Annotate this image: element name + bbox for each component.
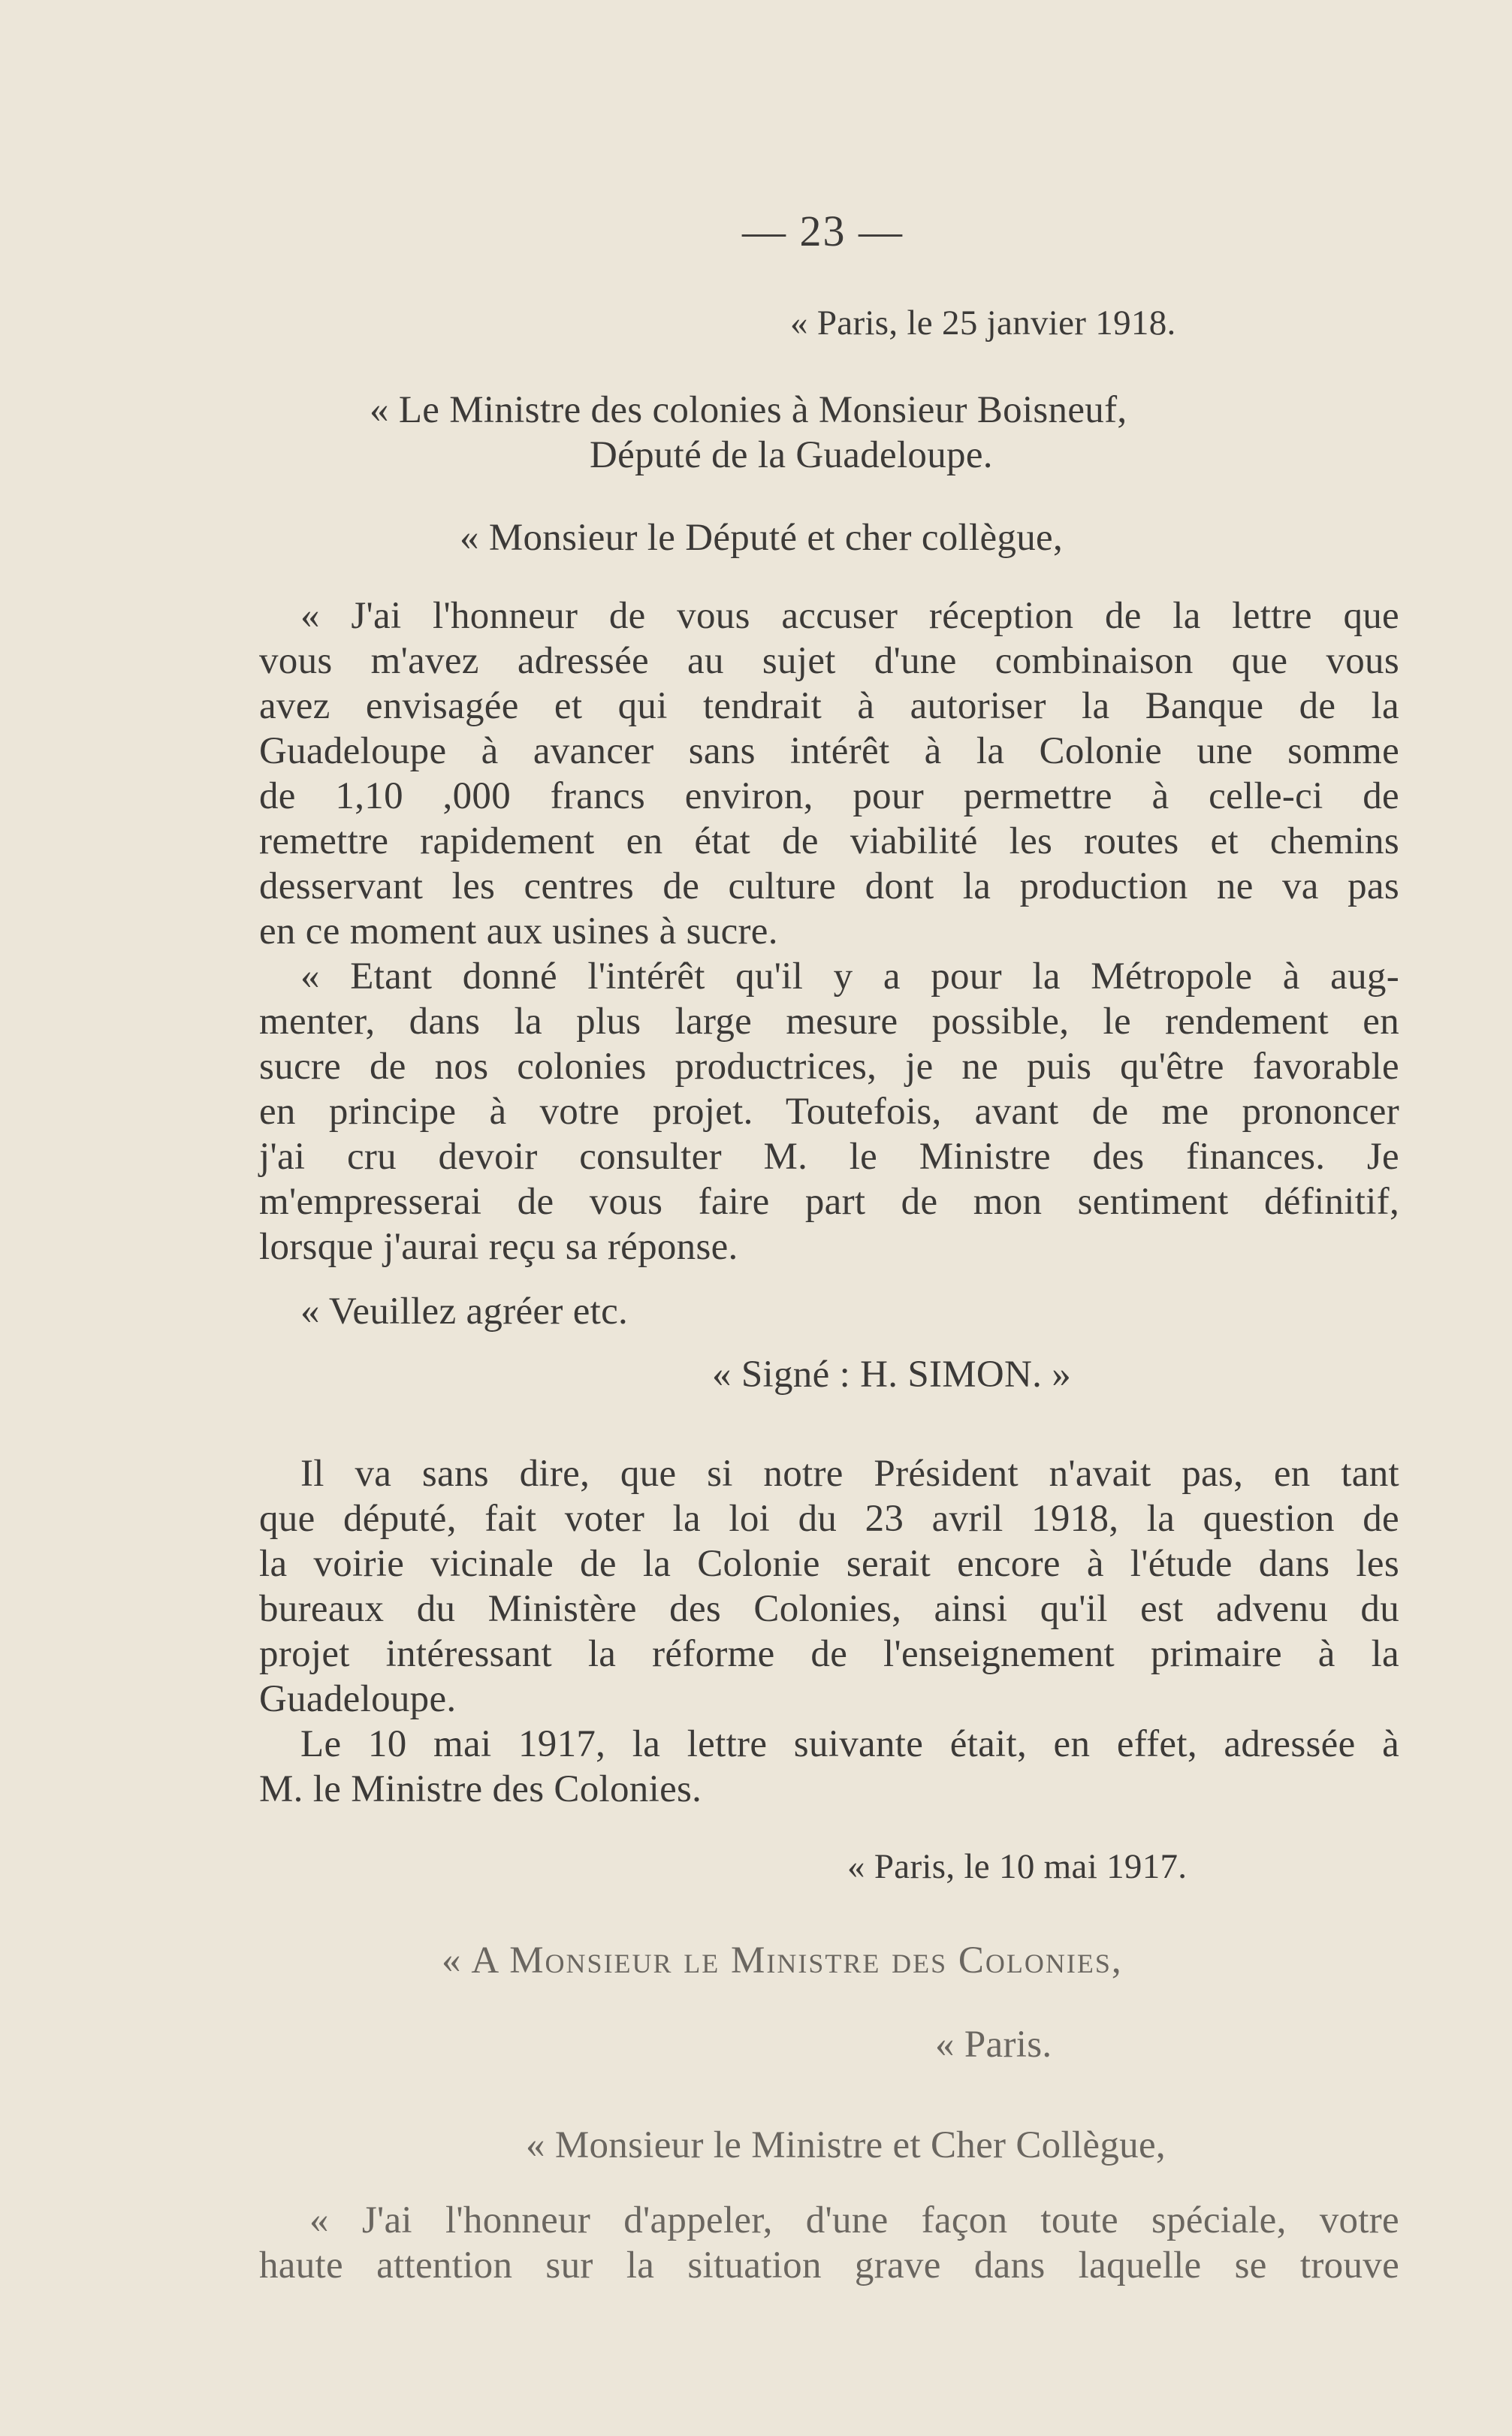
narrative-line: Il va sans dire, que si notre Président n'avait pas, en tant — [300, 1453, 1399, 1495]
letter1-body-line: vous m'avez adressée au sujet d'une combinaison que vous — [259, 640, 1399, 682]
letter1-body-line: de 1,10 ,000 francs environ, pour permettre à celle-ci de — [259, 775, 1399, 817]
narrative-line: M. le Ministre des Colonies. — [259, 1768, 702, 1810]
letter2-address: « A Monsieur le Ministre des Colonies, — [442, 1939, 1123, 1982]
page-number: — 23 — — [742, 207, 904, 255]
narrative-line: la voirie vicinale de la Colonie serait encore à l'étude dans les — [259, 1543, 1399, 1585]
letter2-salutation: « Monsieur le Ministre et Cher Collègue, — [526, 2124, 1166, 2166]
letter1-address-line-1: « Le Ministre des colonies à Monsieur Boisneuf, — [370, 389, 1127, 431]
letter1-body-line: remettre rapidement en état de viabilité les routes et chemins — [259, 820, 1399, 862]
letter1-body-line: en ce moment aux usines à sucre. — [259, 910, 778, 952]
letter2-body-line: haute attention sur la situation grave dans laquelle se trouve — [259, 2244, 1399, 2287]
letter1-body-line: desservant les centres de culture dont la production ne va pas — [259, 865, 1399, 907]
letter1-closing: « Veuillez agréer etc. — [300, 1290, 629, 1333]
letter1-body-line: lorsque j'aurai reçu sa réponse. — [259, 1226, 738, 1268]
letter1-address-line-2: Député de la Guadeloupe. — [590, 434, 993, 476]
letter1-body-line: en principe à votre projet. Toutefois, avant de me prononcer — [259, 1091, 1399, 1133]
letter1-body-line: menter, dans la plus large mesure possible, le rendement en — [259, 1001, 1399, 1043]
letter1-body-line: m'empresserai de vous faire part de mon sentiment définitif, — [259, 1181, 1399, 1223]
letter1-body-line: sucre de nos colonies productrices, je ne puis qu'être favorable — [259, 1046, 1399, 1088]
letter1-body-line: « J'ai l'honneur de vous accuser réception de la lettre que — [300, 595, 1399, 637]
narrative-line: Le 10 mai 1917, la lettre suivante était, en effet, adressée à — [300, 1723, 1399, 1765]
dateline-1: « Paris, le 25 janvier 1918. — [790, 303, 1176, 343]
letter2-body-line: « J'ai l'honneur d'appeler, d'une façon toute spéciale, votre — [309, 2199, 1399, 2241]
letter1-body-line: Guadeloupe à avancer sans intérêt à la Colonie une somme — [259, 730, 1399, 772]
letter2-city: « Paris. — [935, 2024, 1052, 2066]
letter1-body-line: j'ai cru devoir consulter M. le Ministre des finances. Je — [259, 1136, 1399, 1178]
narrative-line: Guadeloupe. — [259, 1678, 457, 1720]
narrative-line: bureaux du Ministère des Colonies, ainsi qu'il est advenu du — [259, 1588, 1399, 1630]
letter1-body-line: avez envisagée et qui tendrait à autoriser la Banque de la — [259, 685, 1399, 727]
letter1-signature: « Signé : H. SIMON. » — [712, 1354, 1072, 1396]
letter1-salutation: « Monsieur le Député et cher collègue, — [460, 517, 1064, 559]
letter1-body-line: « Etant donné l'intérêt qu'il y a pour la Métropole à aug- — [300, 955, 1399, 998]
dateline-2: « Paris, le 10 mai 1917. — [847, 1847, 1188, 1886]
narrative-line: projet intéressant la réforme de l'enseignement primaire à la — [259, 1633, 1399, 1675]
narrative-line: que député, fait voter la loi du 23 avril 1918, la question de — [259, 1498, 1399, 1540]
